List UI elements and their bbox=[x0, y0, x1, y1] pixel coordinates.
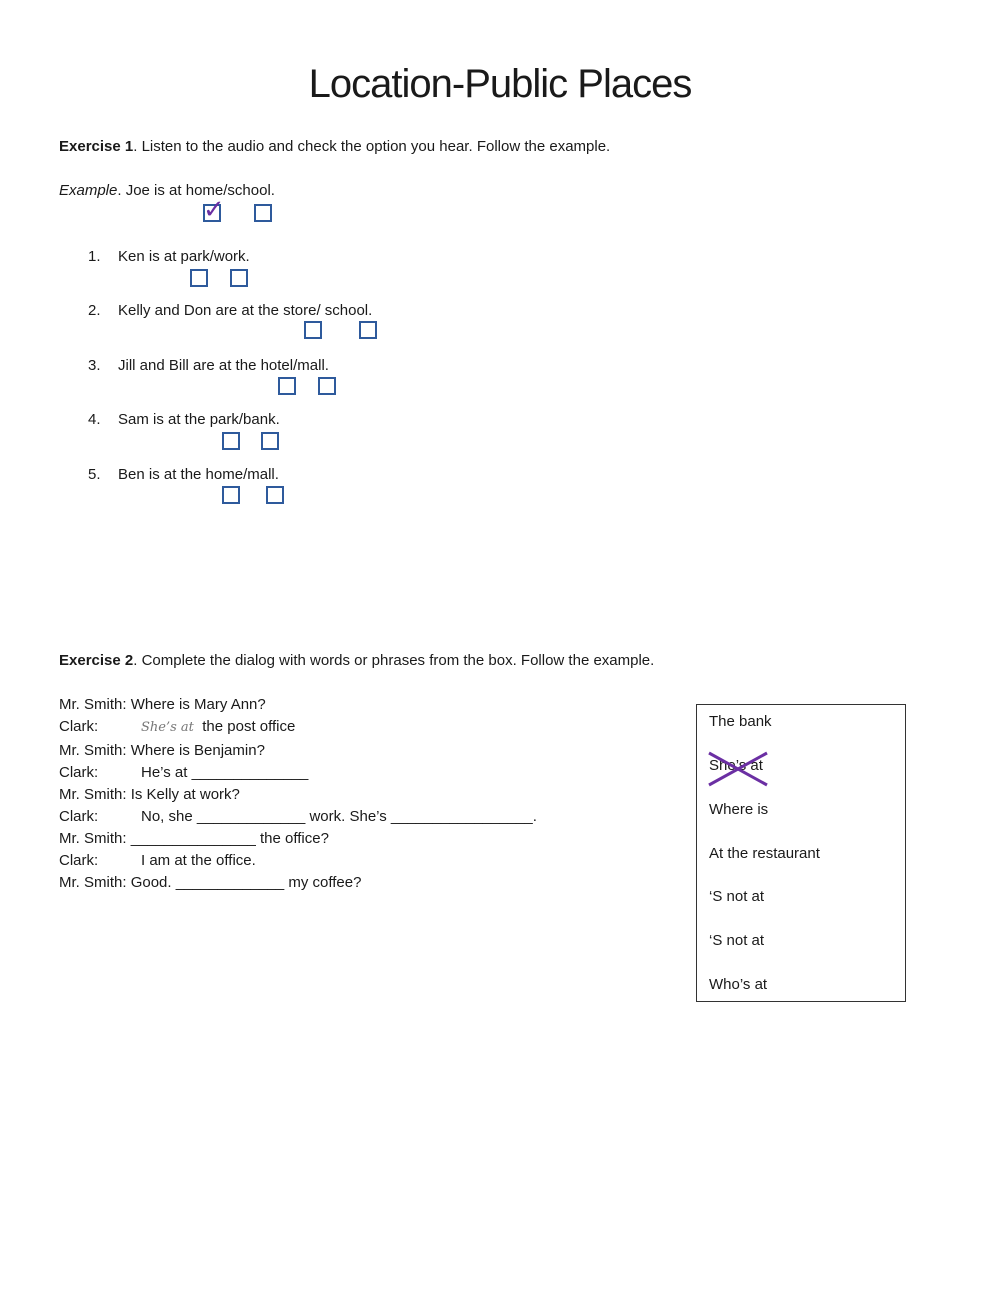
item-number: 2. bbox=[88, 302, 101, 319]
word-box-item: ‘S not at bbox=[709, 932, 765, 949]
cross-out-icon bbox=[707, 751, 771, 787]
item-3-checkbox-hotel[interactable] bbox=[278, 377, 296, 395]
example-checkbox-school[interactable] bbox=[254, 204, 272, 222]
item-text: Ken is at park/work. bbox=[118, 248, 250, 265]
dialog-blank-line[interactable]: Good. _____________ my coffee? bbox=[130, 874, 362, 891]
item-5-checkbox-home[interactable] bbox=[222, 486, 240, 504]
item-number: 3. bbox=[88, 357, 101, 374]
word-box-item: Who’s at bbox=[709, 976, 768, 993]
dialog-line-3 bbox=[59, 742, 265, 759]
item-4-checkbox-park[interactable] bbox=[222, 432, 240, 450]
word-box-item: The bank bbox=[709, 713, 772, 730]
item-2-checkbox-store[interactable] bbox=[304, 321, 322, 339]
item-5-checkbox-mall[interactable] bbox=[266, 486, 284, 504]
item-text: Sam is at the park/bank. bbox=[118, 411, 280, 428]
speaker: Clark: bbox=[59, 718, 99, 735]
dialog-blank-line[interactable]: No, she _____________ work. She’s _________________. bbox=[141, 808, 537, 825]
item-number: 1. bbox=[88, 248, 101, 265]
example-text: . Joe is at home/school. bbox=[117, 182, 275, 199]
page-title: Location-Public Places bbox=[308, 62, 692, 106]
item-number: 5. bbox=[88, 466, 101, 483]
dialog-text: the post office bbox=[202, 718, 296, 735]
item-5 bbox=[88, 466, 279, 483]
item-number: 4. bbox=[88, 411, 101, 428]
word-box bbox=[696, 704, 906, 1002]
example-line bbox=[59, 182, 275, 199]
word-box-item-crossed: She’s at bbox=[709, 757, 763, 774]
example-label: Example bbox=[59, 182, 118, 199]
item-text: Kelly and Don are at the store/ school. bbox=[118, 302, 373, 319]
dialog-blank-line[interactable]: _______________ the office? bbox=[130, 830, 329, 847]
item-3 bbox=[88, 357, 329, 374]
dialog-line-1 bbox=[59, 696, 266, 713]
item-2 bbox=[88, 302, 372, 319]
dialog-text: Is Kelly at work? bbox=[130, 786, 240, 803]
exercise2-instruction: . Complete the dialog with words or phrases from the box. Follow the example. bbox=[133, 652, 655, 669]
speaker: Mr. Smith: bbox=[59, 786, 127, 803]
exercise2-label: Exercise 2 bbox=[59, 652, 134, 669]
dialog-line-7[interactable] bbox=[59, 830, 329, 847]
item-4-checkbox-bank[interactable] bbox=[261, 432, 279, 450]
item-1-checkbox-work[interactable] bbox=[230, 269, 248, 287]
exercise2-heading bbox=[59, 652, 654, 669]
item-2-checkbox-school[interactable] bbox=[359, 321, 377, 339]
speaker: Clark: bbox=[59, 852, 99, 869]
dialog-line-5 bbox=[59, 786, 240, 803]
exercise1-instruction: . Listen to the audio and check the option you hear. Follow the example. bbox=[133, 138, 611, 155]
speaker: Clark: bbox=[59, 808, 99, 825]
exercise1-label: Exercise 1 bbox=[59, 138, 134, 155]
dialog-text: I am at the office. bbox=[141, 852, 256, 869]
dialog-line-9[interactable] bbox=[59, 874, 361, 891]
dialog-text: Where is Benjamin? bbox=[130, 742, 265, 759]
item-text: Jill and Bill are at the hotel/mall. bbox=[118, 357, 329, 374]
item-1-checkbox-park[interactable] bbox=[190, 269, 208, 287]
speaker: Clark: bbox=[59, 764, 99, 781]
speaker: Mr. Smith: bbox=[59, 830, 127, 847]
speaker: Mr. Smith: bbox=[59, 742, 127, 759]
dialog-blank-line[interactable]: He’s at ______________ bbox=[141, 764, 309, 781]
item-3-checkbox-mall[interactable] bbox=[318, 377, 336, 395]
item-4 bbox=[88, 411, 280, 428]
example-checkbox-home[interactable] bbox=[203, 194, 225, 224]
item-1 bbox=[88, 248, 250, 265]
word-box-item: At the restaurant bbox=[709, 845, 820, 862]
exercise1-heading bbox=[59, 138, 610, 155]
dialog-text: Where is Mary Ann? bbox=[130, 696, 266, 713]
example-answer: She’s at bbox=[141, 720, 194, 735]
word-box-item: Where is bbox=[709, 801, 769, 818]
word-box-item: ‘S not at bbox=[709, 888, 765, 905]
speaker: Mr. Smith: bbox=[59, 874, 127, 891]
speaker: Mr. Smith: bbox=[59, 696, 127, 713]
item-text: Ben is at the home/mall. bbox=[118, 466, 279, 483]
checkmark-icon: ✓ bbox=[203, 194, 225, 224]
dialog-line-2 bbox=[141, 718, 295, 735]
